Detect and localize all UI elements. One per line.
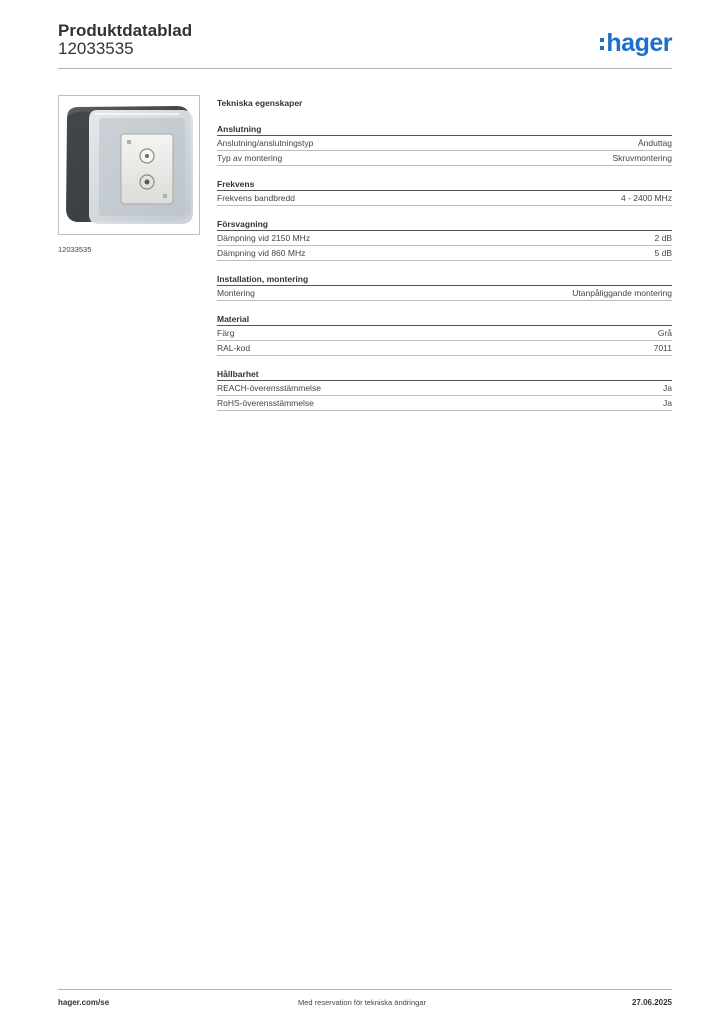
spec-value: Änduttag <box>637 138 672 148</box>
spec-label: RAL-kod <box>217 343 251 353</box>
spec-group-title: Material <box>217 313 672 326</box>
logo-text: hager <box>606 29 672 57</box>
spec-group-title: Försvagning <box>217 218 672 231</box>
spec-value: Ja <box>663 398 672 408</box>
hager-logo <box>600 30 672 56</box>
spec-label: Frekvens bandbredd <box>217 193 295 203</box>
spec-value: Grå <box>657 328 672 338</box>
spec-group-title: Installation, montering <box>217 273 672 286</box>
specs-title: Tekniska egenskaper <box>217 98 303 108</box>
spec-label: RoHS-överensstämmelse <box>217 398 314 408</box>
spec-row <box>217 191 672 206</box>
spec-label: Montering <box>217 288 255 298</box>
spec-label: Färg <box>217 328 235 338</box>
group-spacer <box>217 356 672 368</box>
spec-value: Utanpåliggande montering <box>572 288 672 298</box>
spec-row <box>217 246 672 261</box>
header-divider <box>58 68 672 69</box>
spec-row <box>217 231 672 246</box>
spec-value: 5 dB <box>654 248 672 258</box>
footer-date: 27.06.2025 <box>631 998 672 1007</box>
page-title: Produktdatablad <box>58 21 193 40</box>
spec-row <box>217 396 672 411</box>
spec-group <box>217 313 672 356</box>
spec-group-title: Hållbarhet <box>217 368 672 381</box>
group-spacer <box>217 301 672 313</box>
spec-group <box>217 178 672 206</box>
spec-value: Skruvmontering <box>612 153 672 163</box>
spec-value: 2 dB <box>654 233 672 243</box>
spec-row <box>217 286 672 301</box>
spec-value: 4 - 2400 MHz <box>620 193 672 203</box>
spec-row <box>217 341 672 356</box>
spec-group <box>217 273 672 301</box>
spec-row <box>217 381 672 396</box>
spec-value: 7011 <box>653 343 672 353</box>
spec-label: REACH-överensstämmelse <box>217 383 321 393</box>
spec-group-title: Anslutning <box>217 123 672 136</box>
image-caption: 12033535 <box>58 245 92 254</box>
spec-label: Dämpning vid 860 MHz <box>217 248 306 258</box>
spec-group <box>217 123 672 166</box>
footer-divider <box>58 989 672 990</box>
logo-dots-icon <box>600 38 604 50</box>
spec-group-title: Frekvens <box>217 178 672 191</box>
spec-label: Typ av montering <box>217 153 283 163</box>
spec-label: Anslutning/anslutningstyp <box>217 138 314 148</box>
group-spacer <box>217 206 672 218</box>
spec-row <box>217 136 672 151</box>
specs-section <box>217 97 672 411</box>
spec-group <box>217 218 672 261</box>
group-spacer <box>217 261 672 273</box>
footer-website-link[interactable]: hager.com/se <box>58 998 110 1007</box>
footer-disclaimer: Med reservation för tekniska ändringar <box>298 998 426 1007</box>
spec-label: Dämpning vid 2150 MHz <box>217 233 311 243</box>
spec-row <box>217 151 672 166</box>
antenna-outlet-product-photo-icon <box>59 96 199 234</box>
group-spacer <box>217 166 672 178</box>
spec-group <box>217 368 672 411</box>
spec-row <box>217 326 672 341</box>
product-number: 12033535 <box>58 39 134 58</box>
spec-value: Ja <box>663 383 672 393</box>
product-image <box>58 95 200 235</box>
